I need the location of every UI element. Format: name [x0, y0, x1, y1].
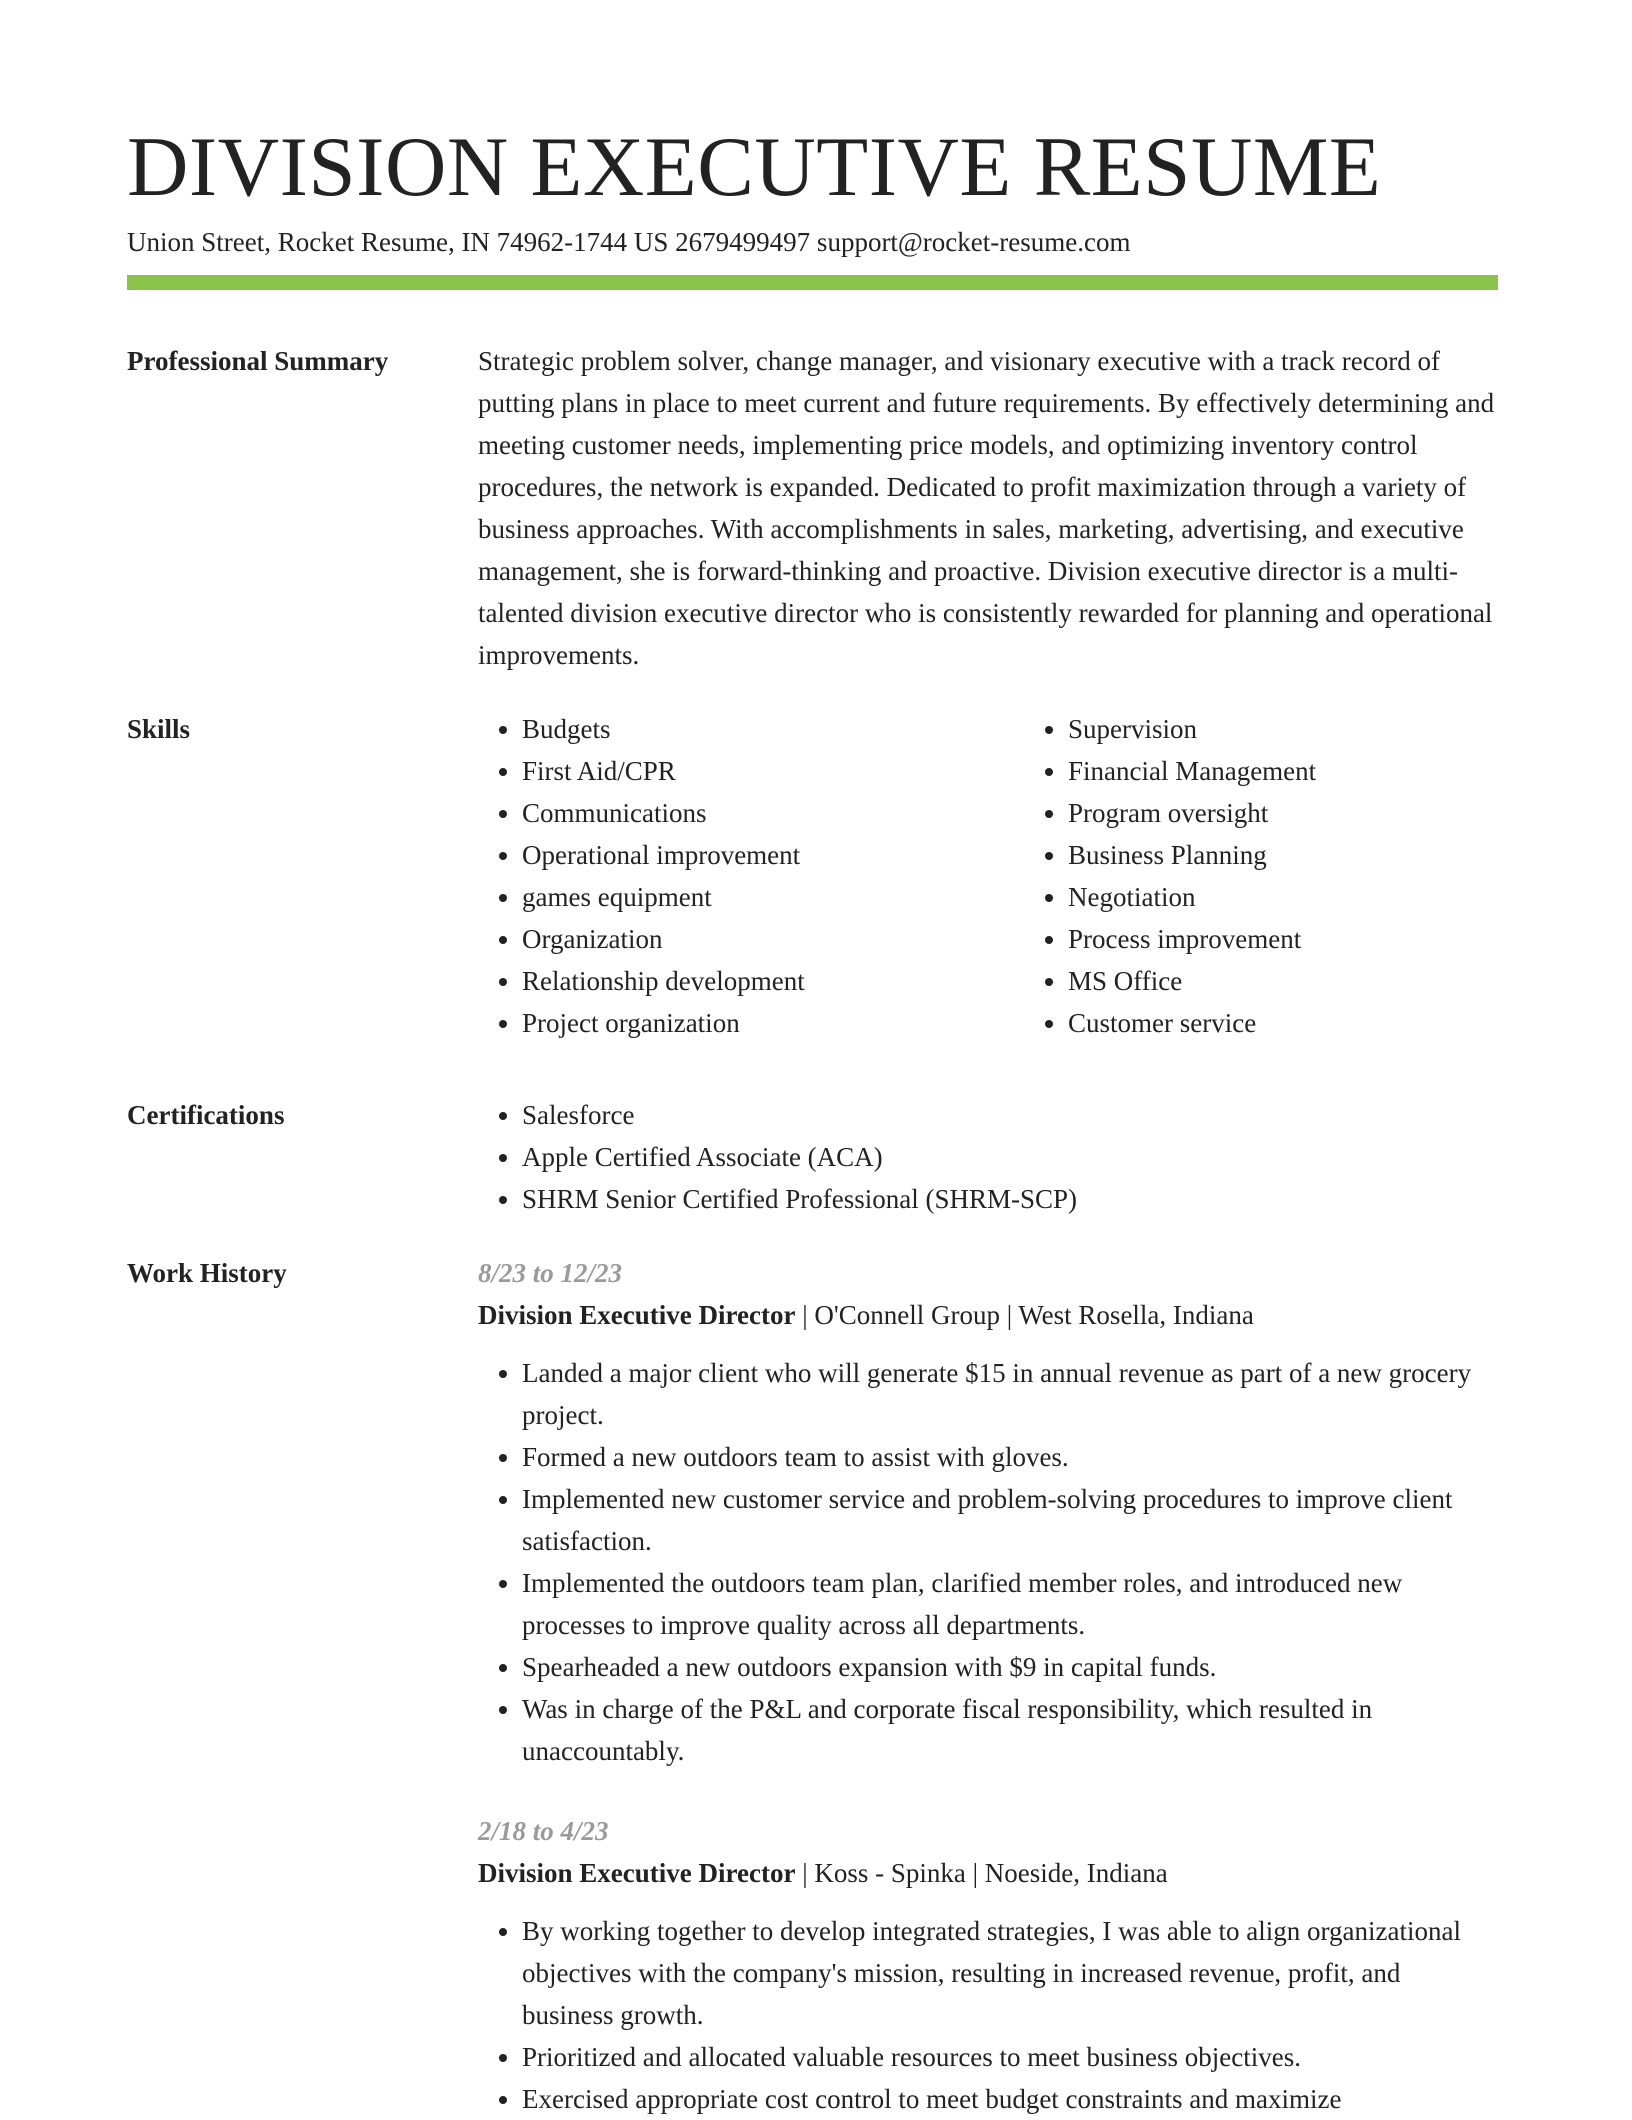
skill-item: • Relationship development	[522, 960, 1024, 1002]
job-bullet: • Formed a new outdoors team to assist with gloves.	[522, 1436, 1498, 1478]
job-heading	[478, 1294, 1498, 1336]
skills-list-left	[478, 708, 1024, 1044]
summary-text: Strategic problem solver, change manager, and visionary executive with a track record of putting plans in place to meet current and future requirements. By effectively determining and meeting customer needs, implementing price models, and optimizing inventory control procedures, the network is expanded. Dedicated to profit maximization through a variety of business approaches. With accomplishments in sales, marketing, advertising, and executive management, she is forward-thinking and proactive. Division executive director is a multi-talented division executive director who is consistently rewarded for planning and operational improvements.	[478, 346, 1495, 670]
resume-page	[127, 0, 1498, 2120]
job-details: | O'Connell Group | West Rosella, Indiana	[795, 1300, 1254, 1330]
job-bullet: • Was in charge of the P&L and corporate fiscal responsibility, which resulted in unaccountably.	[522, 1688, 1498, 1772]
job-title: Division Executive Director	[478, 1300, 796, 1330]
job-bullets	[478, 1352, 1498, 1772]
section-label: Certifications	[127, 1100, 285, 1130]
job-heading	[478, 1852, 1498, 1894]
skill-item: • Program oversight	[1068, 792, 1570, 834]
skill-item: • First Aid/CPR	[522, 750, 1024, 792]
job-bullet: • Prioritized and allocated valuable resources to meet business objectives.	[522, 2036, 1498, 2078]
skill-item: • Customer service	[1068, 1002, 1570, 1044]
job-bullet: • Implemented new customer service and problem-solving procedures to improve client satisfaction.	[522, 1478, 1498, 1562]
skill-item: • Budgets	[522, 708, 1024, 750]
job-bullet: • By working together to develop integrated strategies, I was able to align organizational objectives with the company's mission, resulting in increased revenue, profit, and business growth.	[522, 1910, 1498, 2036]
certification-item: • SHRM Senior Certified Professional (SHRM-SCP)	[522, 1178, 1498, 1220]
job-entry	[478, 1252, 1498, 1772]
header-divider	[127, 275, 1498, 290]
job-bullet: • Exercised appropriate cost control to meet budget constraints and maximize	[522, 2078, 1498, 2120]
section-label: Work History	[127, 1258, 287, 1288]
skill-item: • games equipment	[522, 876, 1024, 918]
section-professional-summary	[127, 340, 1498, 676]
job-bullet: • Landed a major client who will generate $15 in annual revenue as part of a new grocery project.	[522, 1352, 1498, 1436]
skill-item: • Operational improvement	[522, 834, 1024, 876]
skill-item: • Process improvement	[1068, 918, 1570, 960]
job-bullets	[478, 1910, 1498, 2120]
job-bullet: • Spearheaded a new outdoors expansion with $9 in capital funds.	[522, 1646, 1498, 1688]
section-certifications	[127, 1094, 1498, 1220]
section-skills	[127, 708, 1498, 1044]
job-details: | Koss - Spinka | Noeside, Indiana	[795, 1858, 1168, 1888]
certification-item: • Apple Certified Associate (ACA)	[522, 1136, 1498, 1178]
skill-item: • MS Office	[1068, 960, 1570, 1002]
section-label: Professional Summary	[127, 346, 389, 376]
skill-item: • Project organization	[522, 1002, 1024, 1044]
resume-title: DIVISION EXECUTIVE RESUME	[127, 120, 1382, 214]
job-dates: 2/18 to 4/23	[478, 1816, 609, 1846]
skill-item: • Negotiation	[1068, 876, 1570, 918]
contact-info: Union Street, Rocket Resume, IN 74962-1744 US 2679499497 support@rocket-resume.com	[127, 227, 1131, 257]
section-work-history	[127, 1252, 1498, 2120]
skills-list-right	[1024, 708, 1570, 1044]
skill-item: • Communications	[522, 792, 1024, 834]
section-label: Skills	[127, 714, 191, 744]
skill-item: • Business Planning	[1068, 834, 1570, 876]
job-dates: 8/23 to 12/23	[478, 1258, 623, 1288]
skill-item: • Supervision	[1068, 708, 1570, 750]
skill-item: • Organization	[522, 918, 1024, 960]
job-bullet: • Implemented the outdoors team plan, clarified member roles, and introduced new processes to improve quality across all departments.	[522, 1562, 1498, 1646]
certification-item: • Salesforce	[522, 1094, 1498, 1136]
certifications-list	[478, 1094, 1498, 1220]
skill-item: • Financial Management	[1068, 750, 1570, 792]
job-title: Division Executive Director	[478, 1858, 796, 1888]
job-entry	[478, 1810, 1498, 2120]
